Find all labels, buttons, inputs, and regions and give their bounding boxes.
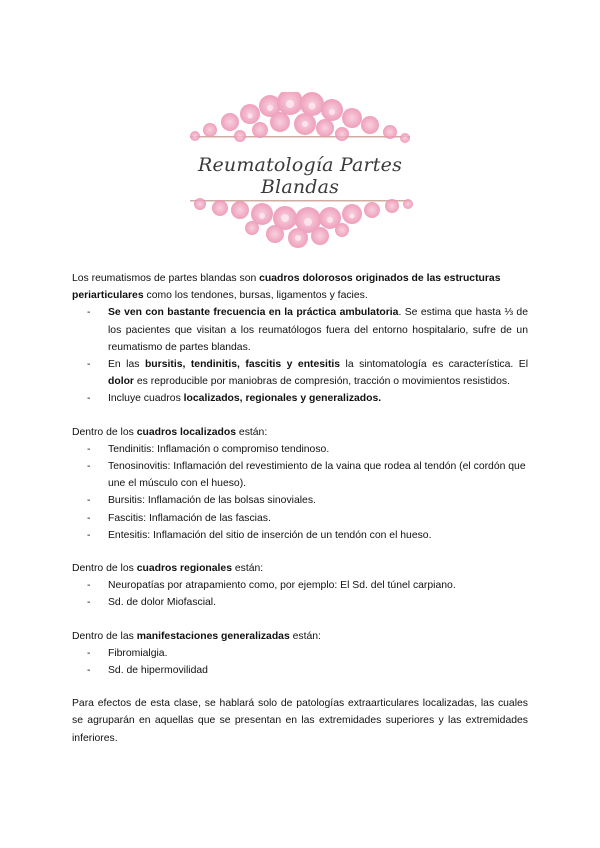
- intro-list: [72, 304, 528, 407]
- list-item: - Tendinitis: Inflamación o compromiso tendinoso.: [108, 441, 528, 458]
- floral-banner: [170, 92, 430, 252]
- localizados-list: [72, 441, 528, 544]
- list-item: - Tenosinovitis: Inflamación del revestimiento de la vaina que rodea al tendón (el cordón que une el músculo con el hueso).: [108, 458, 528, 492]
- document-title: Reumatología Partes Blandas: [197, 154, 403, 198]
- list-item: - Neuropatías por atrapamiento como, por ejemplo: El Sd. del túnel carpiano.: [108, 577, 528, 594]
- document-body: [72, 270, 528, 747]
- generalizadas-heading: Dentro de las manifestaciones generalizadas están:: [72, 630, 321, 642]
- regionales-heading: Dentro de los cuadros regionales están:: [72, 563, 264, 575]
- list-item: - Se ven con bastante frecuencia en la práctica ambulatoria. Se estima que hasta ⅓ de los pacientes que visitan a los reumatólogos fuera del entorno hospitalario, sufre de un reumatismo de partes blandas.: [108, 304, 528, 356]
- list-item: - Incluye cuadros localizados, regionales y generalizados.: [108, 390, 528, 407]
- list-item: - Fascitis: Inflamación de las fascias.: [108, 510, 528, 527]
- list-item: - Bursitis: Inflamación de las bolsas sinoviales.: [108, 492, 528, 509]
- regionales-list: [72, 577, 528, 611]
- list-item: - Entesitis: Inflamación del sitio de inserción de un tendón con el hueso.: [108, 527, 528, 544]
- intro-paragraph: Los reumatismos de partes blandas son cuadros dolorosos originados de las estructuras periarticulares como los tendones, bursas, ligamentos y facies.: [72, 273, 501, 302]
- closing-paragraph: Para efectos de esta clase, se hablará solo de patologías extraarticulares localizadas, las cuales se agruparán en aquellas que se presentan en las extremidades superiores y las extremidades inferiores.: [72, 698, 528, 744]
- localizados-heading: Dentro de los cuadros localizados están:: [72, 426, 268, 438]
- list-item: - En las bursitis, tendinitis, fascitis y entesitis la sintomatología es característica. El dolor es reproducible por maniobras de compresión, tracción o movimientos resistidos.: [108, 356, 528, 390]
- list-item: - Sd. de dolor Miofascial.: [108, 594, 528, 611]
- generalizadas-list: [72, 645, 528, 679]
- list-item: - Fibromialgia.: [108, 645, 528, 662]
- list-item: - Sd. de hipermovilidad: [108, 662, 528, 679]
